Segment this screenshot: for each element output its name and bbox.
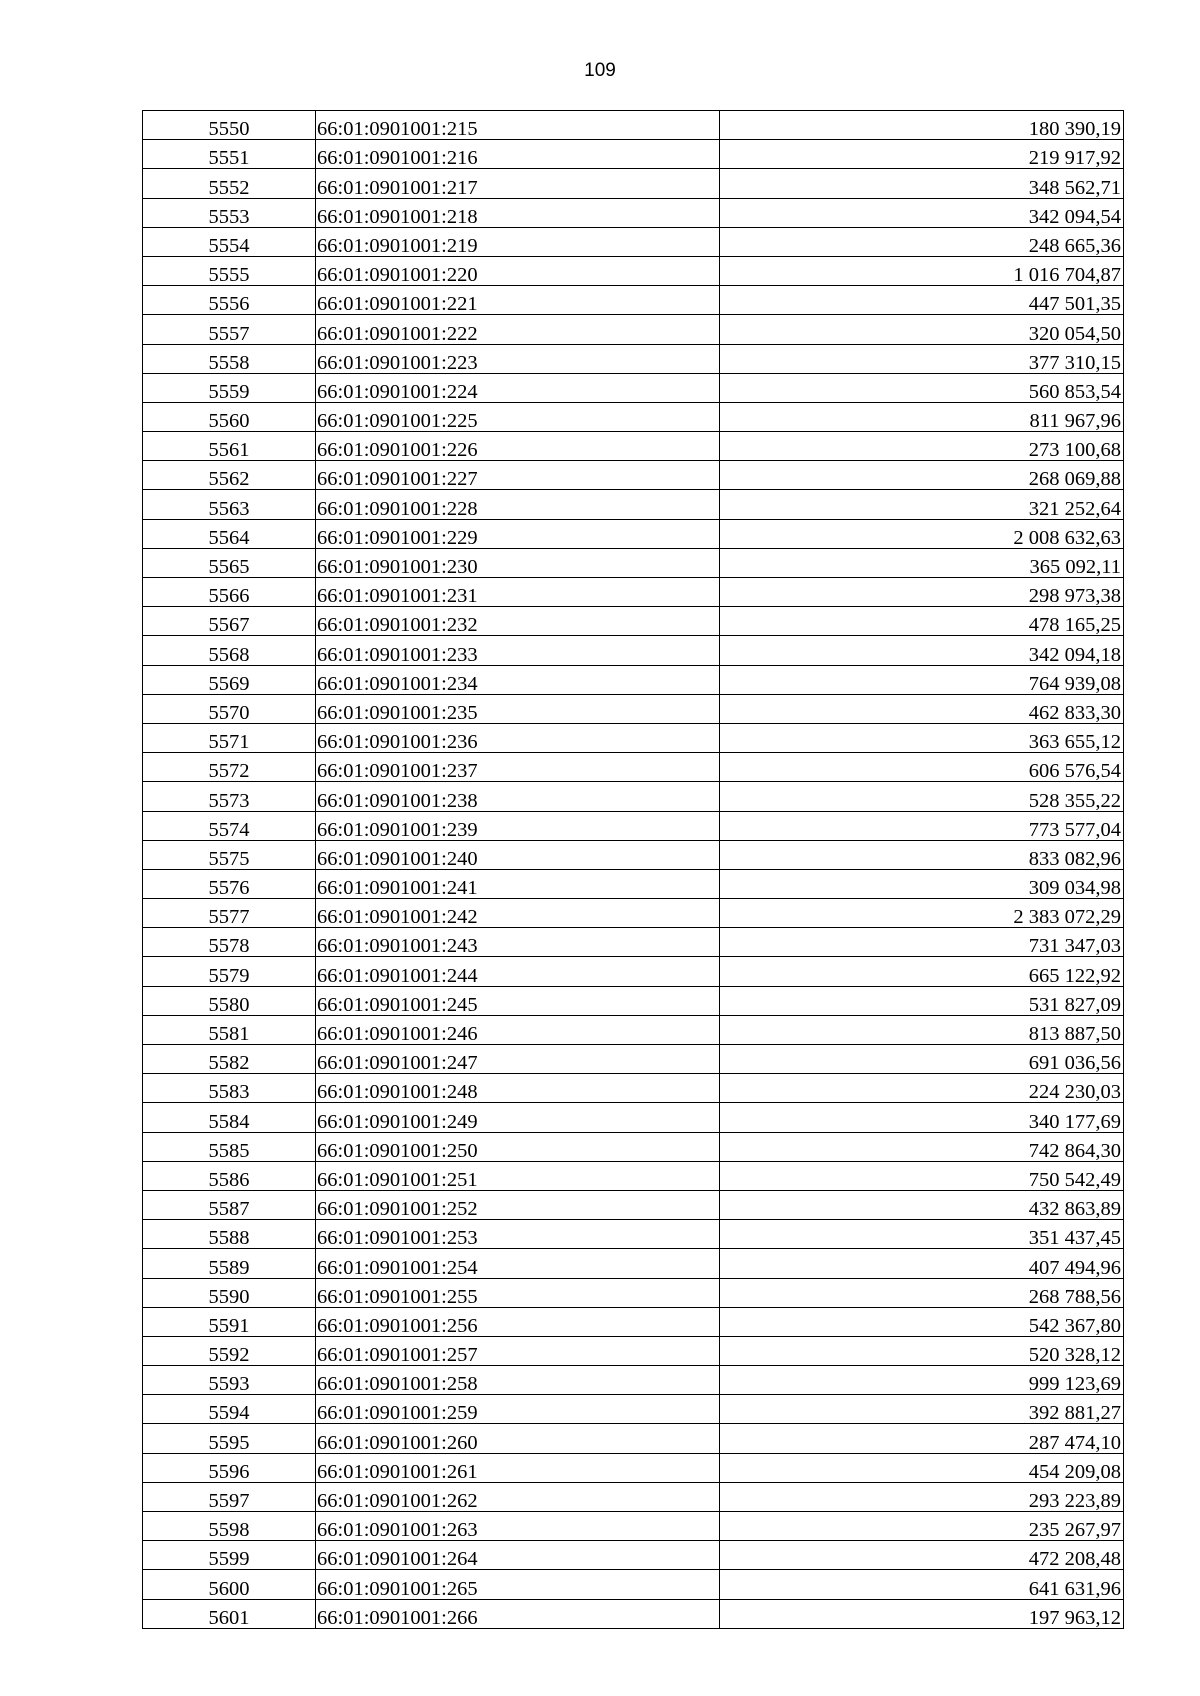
cadastral-number: 66:01:0901001:226: [316, 432, 720, 461]
table-row: [143, 723, 1124, 752]
table-row: [143, 461, 1124, 490]
cadastral-number: 66:01:0901001:215: [316, 111, 720, 140]
table-row: [143, 1599, 1124, 1628]
row-number: 5562: [143, 461, 316, 490]
row-number: 5595: [143, 1424, 316, 1453]
cadastral-value: 454 209,08: [720, 1453, 1124, 1482]
table-row: [143, 432, 1124, 461]
row-number: 5590: [143, 1278, 316, 1307]
table-row: [143, 402, 1124, 431]
cadastral-value: 811 967,96: [720, 402, 1124, 431]
cadastral-number: 66:01:0901001:234: [316, 665, 720, 694]
row-number: 5554: [143, 227, 316, 256]
cadastral-number: 66:01:0901001:258: [316, 1366, 720, 1395]
table-row: [143, 1161, 1124, 1190]
cadastral-value: 731 347,03: [720, 928, 1124, 957]
table-row: [143, 169, 1124, 198]
cadastral-value: 520 328,12: [720, 1336, 1124, 1365]
cadastral-number: 66:01:0901001:246: [316, 1015, 720, 1044]
table-row: [143, 1045, 1124, 1074]
row-number: 5568: [143, 636, 316, 665]
table-row: [143, 1278, 1124, 1307]
row-number: 5576: [143, 869, 316, 898]
table-row: [143, 1220, 1124, 1249]
cadastral-value: 377 310,15: [720, 344, 1124, 373]
cadastral-number: 66:01:0901001:221: [316, 286, 720, 315]
row-number: 5596: [143, 1453, 316, 1482]
cadastral-value: 750 542,49: [720, 1161, 1124, 1190]
row-number: 5550: [143, 111, 316, 140]
table-row: [143, 548, 1124, 577]
cadastral-number: 66:01:0901001:260: [316, 1424, 720, 1453]
cadastral-number: 66:01:0901001:223: [316, 344, 720, 373]
row-number: 5599: [143, 1541, 316, 1570]
cadastral-number: 66:01:0901001:251: [316, 1161, 720, 1190]
cadastral-number: 66:01:0901001:256: [316, 1307, 720, 1336]
cadastral-value: 365 092,11: [720, 548, 1124, 577]
table-row: [143, 607, 1124, 636]
cadastral-number: 66:01:0901001:257: [316, 1336, 720, 1365]
cadastral-number: 66:01:0901001:239: [316, 811, 720, 840]
cadastral-value: 342 094,18: [720, 636, 1124, 665]
table-row: [143, 1249, 1124, 1278]
cadastral-number: 66:01:0901001:224: [316, 373, 720, 402]
table-row: [143, 986, 1124, 1015]
cadastral-value: 773 577,04: [720, 811, 1124, 840]
cadastral-value: 363 655,12: [720, 723, 1124, 752]
cadastral-value: 348 562,71: [720, 169, 1124, 198]
cadastral-number: 66:01:0901001:229: [316, 519, 720, 548]
cadastral-number: 66:01:0901001:243: [316, 928, 720, 957]
cadastral-value: 298 973,38: [720, 578, 1124, 607]
row-number: 5589: [143, 1249, 316, 1278]
table-row: [143, 1132, 1124, 1161]
row-number: 5592: [143, 1336, 316, 1365]
row-number: 5588: [143, 1220, 316, 1249]
row-number: 5563: [143, 490, 316, 519]
table-row: [143, 344, 1124, 373]
row-number: 5552: [143, 169, 316, 198]
cadastral-number: 66:01:0901001:218: [316, 198, 720, 227]
table-row: [143, 140, 1124, 169]
row-number: 5582: [143, 1045, 316, 1074]
table-row: [143, 256, 1124, 285]
table-row: [143, 811, 1124, 840]
cadastral-number: 66:01:0901001:233: [316, 636, 720, 665]
cadastral-value: 542 367,80: [720, 1307, 1124, 1336]
table-row: [143, 1103, 1124, 1132]
table-row: [143, 1366, 1124, 1395]
cadastral-value: 665 122,92: [720, 957, 1124, 986]
cadastral-value: 342 094,54: [720, 198, 1124, 227]
row-number: 5574: [143, 811, 316, 840]
cadastral-value: 999 123,69: [720, 1366, 1124, 1395]
cadastral-value: 351 437,45: [720, 1220, 1124, 1249]
cadastral-value: 813 887,50: [720, 1015, 1124, 1044]
cadastral-number: 66:01:0901001:235: [316, 694, 720, 723]
cadastral-value: 320 054,50: [720, 315, 1124, 344]
table-row: [143, 227, 1124, 256]
row-number: 5587: [143, 1190, 316, 1219]
row-number: 5560: [143, 402, 316, 431]
row-number: 5551: [143, 140, 316, 169]
cadastral-value: 447 501,35: [720, 286, 1124, 315]
row-number: 5585: [143, 1132, 316, 1161]
cadastral-number: 66:01:0901001:217: [316, 169, 720, 198]
cadastral-number: 66:01:0901001:236: [316, 723, 720, 752]
table-row: [143, 840, 1124, 869]
cadastral-number: 66:01:0901001:255: [316, 1278, 720, 1307]
row-number: 5580: [143, 986, 316, 1015]
cadastral-value: 248 665,36: [720, 227, 1124, 256]
cadastral-value: 2 008 632,63: [720, 519, 1124, 548]
table-row: [143, 286, 1124, 315]
cadastral-value: 2 383 072,29: [720, 899, 1124, 928]
cadastral-number: 66:01:0901001:240: [316, 840, 720, 869]
cadastral-number: 66:01:0901001:254: [316, 1249, 720, 1278]
cadastral-value: 268 069,88: [720, 461, 1124, 490]
cadastral-value: 1 016 704,87: [720, 256, 1124, 285]
table-row: [143, 636, 1124, 665]
row-number: 5583: [143, 1074, 316, 1103]
table-row: [143, 928, 1124, 957]
cadastral-value: 392 881,27: [720, 1395, 1124, 1424]
cadastral-value: 235 267,97: [720, 1512, 1124, 1541]
cadastral-number: 66:01:0901001:250: [316, 1132, 720, 1161]
table-row: [143, 782, 1124, 811]
table-row: [143, 1482, 1124, 1511]
table-row: [143, 1512, 1124, 1541]
cadastral-number: 66:01:0901001:265: [316, 1570, 720, 1599]
cadastral-number: 66:01:0901001:219: [316, 227, 720, 256]
table-row: [143, 753, 1124, 782]
row-number: 5591: [143, 1307, 316, 1336]
cadastral-value: 197 963,12: [720, 1599, 1124, 1628]
cadastral-value: 224 230,03: [720, 1074, 1124, 1103]
row-number: 5597: [143, 1482, 316, 1511]
row-number: 5601: [143, 1599, 316, 1628]
table-row: [143, 1453, 1124, 1482]
cadastral-value: 528 355,22: [720, 782, 1124, 811]
row-number: 5571: [143, 723, 316, 752]
cadastral-value: 764 939,08: [720, 665, 1124, 694]
row-number: 5556: [143, 286, 316, 315]
row-number: 5594: [143, 1395, 316, 1424]
cadastral-value: 268 788,56: [720, 1278, 1124, 1307]
row-number: 5586: [143, 1161, 316, 1190]
table-row: [143, 373, 1124, 402]
table-row: [143, 665, 1124, 694]
table-row: [143, 694, 1124, 723]
table-row: [143, 519, 1124, 548]
cadastral-number: 66:01:0901001:248: [316, 1074, 720, 1103]
cadastral-value: 478 165,25: [720, 607, 1124, 636]
row-number: 5573: [143, 782, 316, 811]
table-row: [143, 198, 1124, 227]
page-number: 109: [584, 60, 616, 81]
cadastral-number: 66:01:0901001:252: [316, 1190, 720, 1219]
row-number: 5559: [143, 373, 316, 402]
row-number: 5558: [143, 344, 316, 373]
cadastral-number: 66:01:0901001:261: [316, 1453, 720, 1482]
table-row: [143, 111, 1124, 140]
row-number: 5566: [143, 578, 316, 607]
cadastral-value: 641 631,96: [720, 1570, 1124, 1599]
row-number: 5570: [143, 694, 316, 723]
table-row: [143, 1074, 1124, 1103]
cadastral-number: 66:01:0901001:220: [316, 256, 720, 285]
table-row: [143, 1541, 1124, 1570]
table-row: [143, 1336, 1124, 1365]
cadastral-value: 273 100,68: [720, 432, 1124, 461]
cadastral-value: 321 252,64: [720, 490, 1124, 519]
cadastral-number: 66:01:0901001:237: [316, 753, 720, 782]
row-number: 5572: [143, 753, 316, 782]
row-number: 5581: [143, 1015, 316, 1044]
row-number: 5600: [143, 1570, 316, 1599]
cadastral-number: 66:01:0901001:263: [316, 1512, 720, 1541]
cadastral-number: 66:01:0901001:259: [316, 1395, 720, 1424]
cadastral-value: 219 917,92: [720, 140, 1124, 169]
table-row: [143, 1395, 1124, 1424]
row-number: 5577: [143, 899, 316, 928]
cadastral-value: 833 082,96: [720, 840, 1124, 869]
cadastral-value: 742 864,30: [720, 1132, 1124, 1161]
table-row: [143, 1570, 1124, 1599]
cadastral-value: 691 036,56: [720, 1045, 1124, 1074]
cadastral-number: 66:01:0901001:244: [316, 957, 720, 986]
row-number: 5557: [143, 315, 316, 344]
cadastral-number: 66:01:0901001:231: [316, 578, 720, 607]
cadastral-value: 606 576,54: [720, 753, 1124, 782]
cadastral-value: 432 863,89: [720, 1190, 1124, 1219]
row-number: 5578: [143, 928, 316, 957]
table-row: [143, 1015, 1124, 1044]
row-number: 5565: [143, 548, 316, 577]
cadastral-number: 66:01:0901001:216: [316, 140, 720, 169]
cadastral-value: 531 827,09: [720, 986, 1124, 1015]
row-number: 5567: [143, 607, 316, 636]
cadastral-number: 66:01:0901001:245: [316, 986, 720, 1015]
cadastral-value: 309 034,98: [720, 869, 1124, 898]
row-number: 5561: [143, 432, 316, 461]
cadastral-number: 66:01:0901001:228: [316, 490, 720, 519]
cadastral-value: 560 853,54: [720, 373, 1124, 402]
row-number: 5579: [143, 957, 316, 986]
cadastral-number: 66:01:0901001:242: [316, 899, 720, 928]
cadastral-value: 340 177,69: [720, 1103, 1124, 1132]
table-row: [143, 578, 1124, 607]
cadastral-number: 66:01:0901001:249: [316, 1103, 720, 1132]
row-number: 5593: [143, 1366, 316, 1395]
cadastral-value: 407 494,96: [720, 1249, 1124, 1278]
cadastral-number: 66:01:0901001:262: [316, 1482, 720, 1511]
cadastral-number: 66:01:0901001:247: [316, 1045, 720, 1074]
table-row: [143, 1190, 1124, 1219]
cadastral-number: 66:01:0901001:241: [316, 869, 720, 898]
cadastral-number: 66:01:0901001:238: [316, 782, 720, 811]
cadastral-value: 287 474,10: [720, 1424, 1124, 1453]
cadastral-number: 66:01:0901001:266: [316, 1599, 720, 1628]
cadastral-number: 66:01:0901001:222: [316, 315, 720, 344]
table-row: [143, 1307, 1124, 1336]
row-number: 5584: [143, 1103, 316, 1132]
row-number: 5564: [143, 519, 316, 548]
cadastral-number: 66:01:0901001:225: [316, 402, 720, 431]
row-number: 5575: [143, 840, 316, 869]
table-row: [143, 957, 1124, 986]
cadastral-number: 66:01:0901001:253: [316, 1220, 720, 1249]
table-row: [143, 899, 1124, 928]
cadastral-value: 293 223,89: [720, 1482, 1124, 1511]
cadastral-table: [142, 110, 1124, 1629]
cadastral-number: 66:01:0901001:264: [316, 1541, 720, 1570]
row-number: 5598: [143, 1512, 316, 1541]
table-row: [143, 490, 1124, 519]
cadastral-number: 66:01:0901001:227: [316, 461, 720, 490]
table-row: [143, 315, 1124, 344]
cadastral-value: 472 208,48: [720, 1541, 1124, 1570]
row-number: 5555: [143, 256, 316, 285]
table-body: [143, 111, 1124, 1629]
table-row: [143, 1424, 1124, 1453]
cadastral-number: 66:01:0901001:232: [316, 607, 720, 636]
table-row: [143, 869, 1124, 898]
cadastral-value: 180 390,19: [720, 111, 1124, 140]
cadastral-number: 66:01:0901001:230: [316, 548, 720, 577]
row-number: 5553: [143, 198, 316, 227]
cadastral-value: 462 833,30: [720, 694, 1124, 723]
row-number: 5569: [143, 665, 316, 694]
